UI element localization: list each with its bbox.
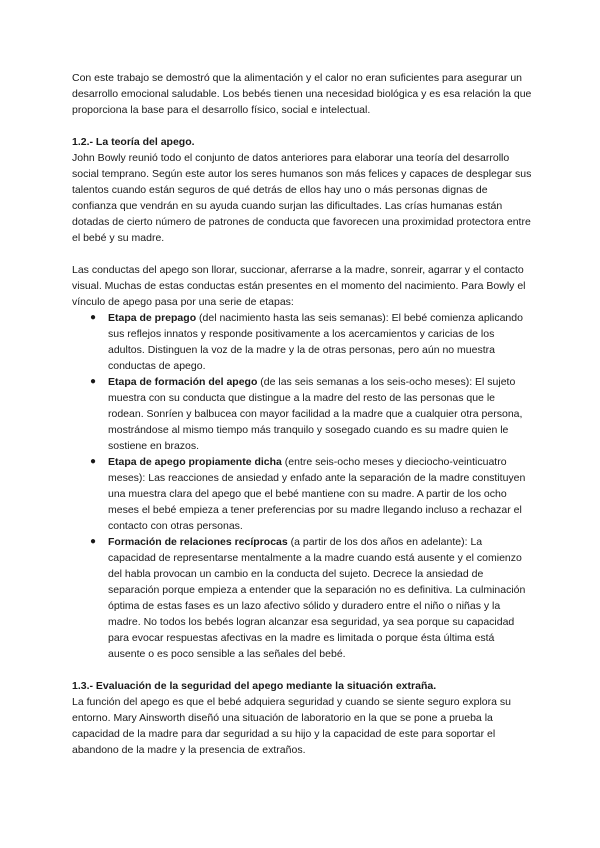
section-1-2-paragraph-2: Las conductas del apego son llorar, succionar, aferrarse a la madre, sonreir, agarrar y el contacto visual. Muchas de estas conductas están presentes en el momento del nacimiento. Para Bowly el vínculo de apego pasa por una serie de etapas:	[72, 264, 526, 308]
stages-list	[72, 310, 532, 662]
stage-term: Etapa de prepago	[108, 312, 197, 324]
list-item	[90, 454, 532, 534]
stage-text: (a partir de los dos años en adelante): La capacidad de representarse mentalmente a la madre cuando está ausente y el comienzo del habla provocan un cambio en la conducta del sujeto. Decrece la ansiedad de separación porque empieza a entender que la separación no es definitiva. La culminación óptima de estas fases es un lazo afectivo sólido y duradero entre el niño o niñas y la madre. No todos los bebés logran alcanzar esa seguridad, ya sea porque su capacidad para evocar respuestas afectivas en la madre es limitada o porque ésta última está ausente o es poco sensible a las señales del bebé.	[108, 536, 526, 660]
section-1-2-heading: 1.2.- La teoría del apego.	[72, 136, 195, 148]
section-1-3-heading: 1.3.- Evaluación de la seguridad del apego mediante la situación extraña.	[72, 680, 437, 692]
intro-paragraph: Con este trabajo se demostró que la alimentación y el calor no eran suficientes para asegurar un desarrollo emocional saludable. Los bebés tienen una necesidad biológica y es esa relación la que proporciona la base para el desarrollo físico, social e intelectual.	[72, 72, 532, 116]
section-1-2-paragraph-1: John Bowly reunió todo el conjunto de datos anteriores para elaborar una teoría del desarrollo social temprano. Según este autor los seres humanos son más felices y capaces de desplegar sus talentos cuando están seguros de qué detrás de ellos hay uno o más personas dignas de confianza que vendrán en su ayuda cuando surjan las dificultades. Las crías humanas están dotadas de cierto número de patrones de conducta que favorecen una proximidad protectora entre el bebé y su madre.	[72, 152, 532, 244]
bullet-icon: ●	[90, 312, 97, 323]
bullet-icon: ●	[90, 376, 97, 387]
stage-text: (del nacimiento hasta las seis semanas): El bebé comienza aplicando sus reflejos innatos y responde positivamente a los acercamientos y caricias de los adultos. Distinguen la voz de la madre y la de otras personas, pero aún no muestra conductas de apego.	[108, 312, 523, 372]
stage-term: Formación de relaciones recíprocas	[108, 536, 288, 548]
stage-text: (entre seis-ocho meses y dieciocho-veinticuatro meses): Las reacciones de ansiedad y enfado ante la separación de la madre constituyen una muestra clara del apego que el bebé mantiene con su madre. A partir de los ocho meses el bebé empieza a tener preferencias por su madre llegando incluso a rechazar el contacto con otras personas.	[108, 456, 526, 532]
stage-term: Etapa de apego propiamente dicha	[108, 456, 282, 468]
stage-text: (de las seis semanas a los seis-ocho meses): El sujeto muestra con su conducta que distingue a la madre del resto de las personas que le rodean. Sonríen y balbucea con mayor facilidad a la madre que a cualquier otra persona, mostrándose al mismo tiempo más tranquilo y sosegado cuando es su madre quien le sostiene en brazos.	[108, 376, 523, 452]
bullet-icon: ●	[90, 536, 97, 547]
list-item	[90, 374, 532, 454]
list-item	[90, 534, 532, 662]
stage-term: Etapa de formación del apego	[108, 376, 258, 388]
bullet-icon: ●	[90, 456, 97, 467]
list-item	[90, 310, 532, 374]
document-page	[72, 70, 532, 758]
section-1-3-paragraph-1: La función del apego es que el bebé adquiera seguridad y cuando se siente seguro explora su entorno. Mary Ainsworth diseñó una situación de laboratorio en la que se pone a prueba la capacidad de la madre para dar seguridad a su hijo y la capacidad de este para soportar el abandono de la madre y la presencia de extraños.	[72, 696, 511, 756]
